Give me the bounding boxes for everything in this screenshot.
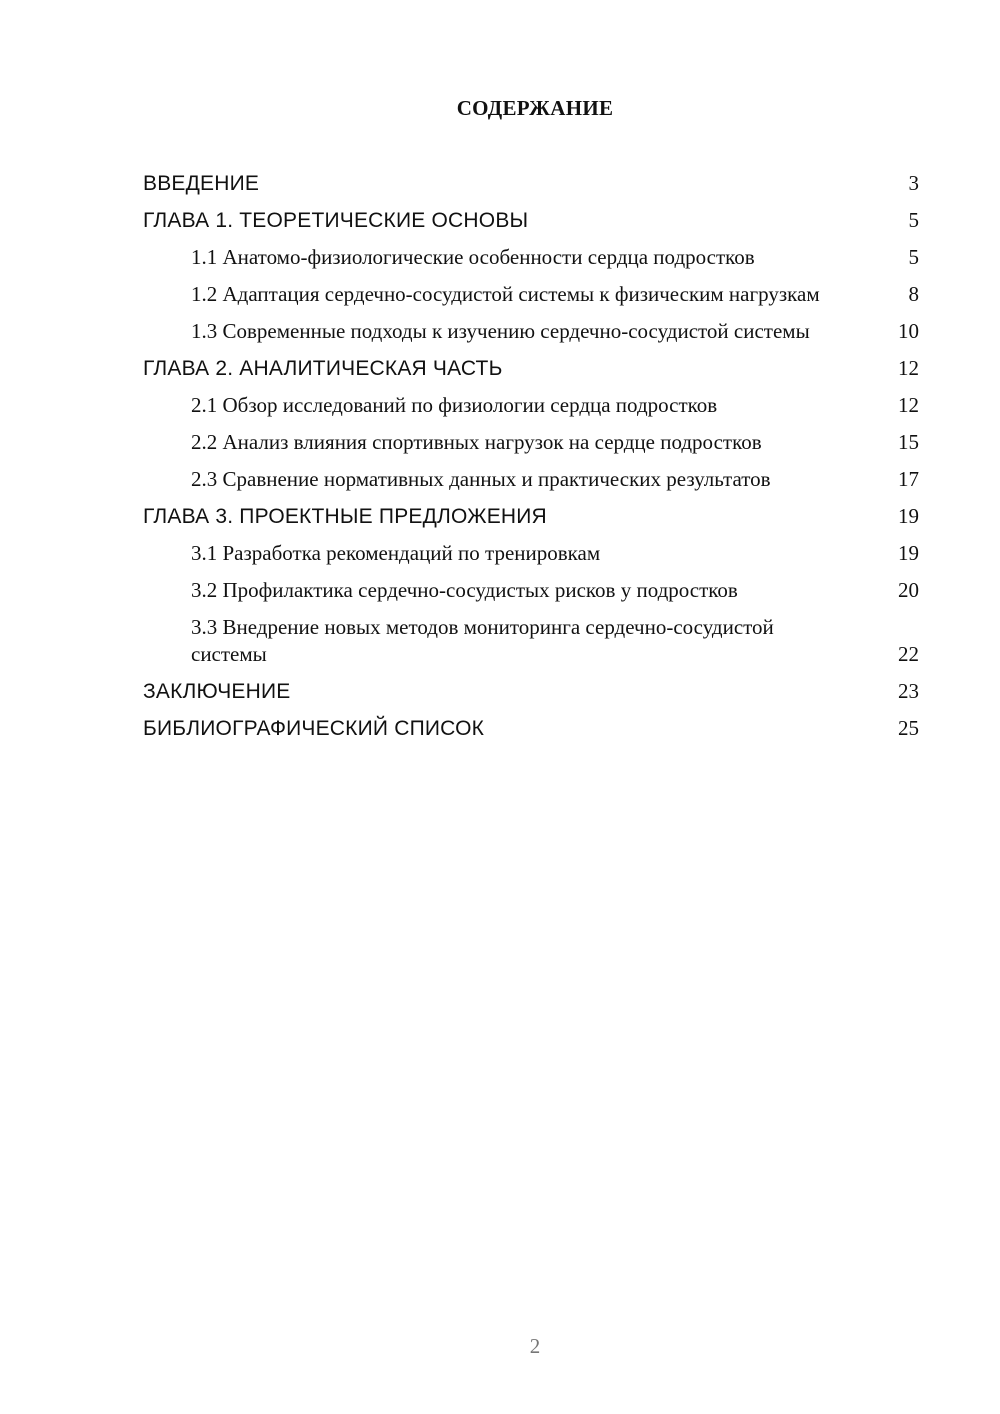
toc-entry-title: ЗАКЛЮЧЕНИЕ [143,680,291,703]
toc-section-entry[interactable] [143,429,919,456]
toc-chapter-entry[interactable] [143,715,919,742]
toc-entry-title: 3.1 Разработка рекомендаций по тренировкам [191,541,601,565]
toc-section-entry[interactable] [143,540,919,567]
toc-entry-title: 3.2 Профилактика сердечно-сосудистых рисков у подростков [191,578,738,602]
toc-entry-page: 19 [898,541,919,565]
toc-entry-page: 15 [898,430,919,454]
toc-entry-page: 10 [898,319,919,343]
toc-entry-page: 17 [898,467,919,491]
toc-entry-title: 2.3 Сравнение нормативных данных и практических результатов [191,467,771,491]
toc-chapter-entry[interactable] [143,207,919,234]
toc-entry-page: 8 [908,282,919,306]
toc-entry-title: ГЛАВА 1. ТЕОРЕТИЧЕСКИЕ ОСНОВЫ [143,209,529,232]
page-number: 2 [529,1334,541,1358]
toc-entry-title: ВВЕДЕНИЕ [143,172,260,195]
toc-chapter-entry[interactable] [143,170,919,197]
toc-entry-title: БИБЛИОГРАФИЧЕСКИЙ СПИСОК [143,717,485,740]
toc-entry-title: ГЛАВА 3. ПРОЕКТНЫЕ ПРЕДЛОЖЕНИЯ [143,505,547,528]
toc-entry-page: 25 [898,716,919,740]
table-of-contents [143,170,919,752]
toc-chapter-entry[interactable] [143,678,919,705]
toc-entry-page: 23 [898,679,919,703]
toc-entry-page: 5 [908,208,919,232]
toc-entry-page: 12 [898,393,919,417]
toc-section-entry[interactable] [143,466,919,493]
toc-section-entry[interactable] [143,614,919,668]
toc-chapter-entry[interactable] [143,355,919,382]
page-title: СОДЕРЖАНИЕ [456,96,614,120]
toc-entry-page: 5 [908,245,919,269]
toc-entry-title: 2.1 Обзор исследований по физиологии сердца подростков [191,393,718,417]
toc-entry-page: 19 [898,504,919,528]
toc-entry-title: 1.1 Анатомо-физиологические особенности сердца подростков [191,245,755,269]
toc-entry-title: 1.2 Адаптация сердечно-сосудистой системы к физическим нагрузкам [191,282,820,306]
toc-entry-title: 1.3 Современные подходы к изучению сердечно-сосудистой системы [191,319,810,343]
toc-entry-page: 22 [898,642,919,666]
toc-entry-title: ГЛАВА 2. АНАЛИТИЧЕСКАЯ ЧАСТЬ [143,357,503,380]
toc-entry-title: 2.2 Анализ влияния спортивных нагрузок на сердце подростков [191,430,762,454]
toc-section-entry[interactable] [143,577,919,604]
toc-section-entry[interactable] [143,244,919,271]
toc-entry-page: 3 [908,171,919,195]
toc-entry-page: 20 [898,578,919,602]
toc-section-entry[interactable] [143,318,919,345]
toc-section-entry[interactable] [143,392,919,419]
toc-entry-title: 3.3 Внедрение новых методов мониторинга сердечно-сосудистой системы [191,615,774,666]
toc-section-entry[interactable] [143,281,919,308]
toc-entry-page: 12 [898,356,919,380]
toc-chapter-entry[interactable] [143,503,919,530]
